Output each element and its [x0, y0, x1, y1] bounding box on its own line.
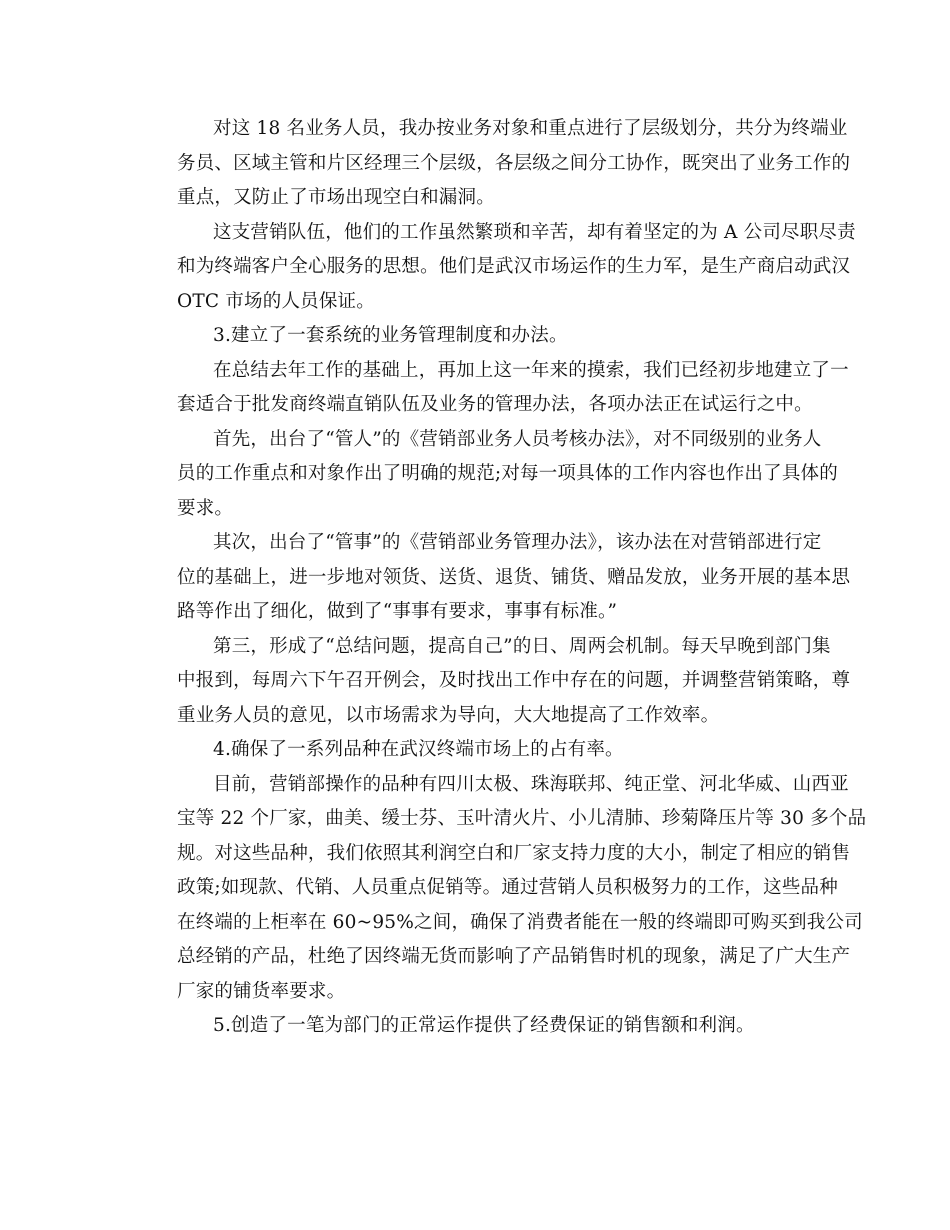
text-line: 中报到，每周六下午召开例会，及时找出工作中存在的问题，并调整营销策略，尊 — [177, 670, 851, 691]
text-line: 宝等 22 个厂家，曲美、缓士芬、玉叶清火片、小儿清肺、珍菊降压片等 30 多个品 — [177, 808, 867, 829]
text-line: 套适合于批发商终端直销队伍及业务的管理办法，各项办法正在试运行之中。 — [177, 394, 813, 415]
text-line: OTC 市场的人员保证。 — [177, 290, 375, 312]
document-body — [140, 112, 867, 1044]
text-line: 务员、区域主管和片区经理三个层级，各层级之间分工协作，既突出了业务工作的 — [177, 152, 851, 174]
text-line: 对这 18 名业务人员，我办按业务对象和重点进行了层级划分，共分为终端业 — [213, 118, 848, 139]
text-line: 路等作出了细化，做到了“事事有要求，事事有标准。” — [177, 601, 618, 622]
paragraph-third-measure — [140, 630, 851, 734]
text-line: 这支营销队伍，他们的工作虽然繁琐和辛苦，却有着坚定的为 A 公司尽职尽责 — [213, 221, 856, 243]
text-line: 其次，出台了“管事”的《营销部业务管理办法》，该办法在对营销部进行定 — [213, 532, 822, 553]
text-line: 和为终端客户全心服务的思想。他们是武汉市场运作的生力军，是生产商启动武汉 — [177, 256, 851, 277]
text-line: 重业务人员的意见，以市场需求为导向，大大地提高了工作效率。 — [177, 704, 720, 726]
text-line: 第三，形成了“总结问题，提高自己”的日、周两会机制。每天早晚到部门集 — [213, 635, 831, 657]
text-line: 要求。 — [177, 497, 234, 519]
text-line: 目前，营销部操作的品种有四川太极、珠海联邦、纯正堂、河北华威、山西亚 — [213, 773, 849, 795]
text-line: 位的基础上，进一步地对领货、送货、退货、铺货、赠品发放，业务开展的基本思 — [177, 566, 851, 588]
paragraph-sales-team — [140, 216, 856, 320]
paragraph-first-measure — [140, 423, 838, 527]
paragraph-second-measure — [140, 526, 851, 630]
text-line: 在总结去年工作的基础上，再加上这一年来的摸索，我们已经初步地建立了一 — [213, 359, 849, 381]
paragraph-management-methods — [140, 354, 849, 423]
text-line: 首先，出台了“管人”的《营销部业务人员考核办法》，对不同级别的业务人 — [213, 428, 822, 450]
text-line: 4.确保了一系列品种在武汉终端市场上的占有率。 — [213, 739, 624, 760]
paragraph-product-coverage — [140, 768, 867, 1010]
text-line: 5.创造了一笔为部门的正常运作提供了经费保证的销售额和利润。 — [213, 1015, 755, 1036]
section-heading-3 — [140, 319, 812, 354]
text-line: 政策;如现款、代销、人员重点促销等。通过营销人员积极努力的工作，这些品种 — [177, 877, 838, 898]
text-line: 总经销的产品，杜绝了因终端无货而影响了产品销售时机的现象，满足了广大生产 — [177, 946, 851, 967]
text-line: 规。对这些品种，我们依照其利润空白和厂家支持力度的大小，制定了相应的销售 — [177, 842, 851, 864]
paragraph-staff-levels — [140, 112, 851, 216]
text-line: 重点，又防止了市场出现空白和漏洞。 — [177, 187, 495, 208]
text-line: 3.建立了一套系统的业务管理制度和办法。 — [213, 325, 568, 346]
section-heading-5 — [140, 1009, 812, 1044]
text-line: 在终端的上柜率在 60~95%之间，确保了消费者能在一般的终端即可购买到我公司 — [177, 911, 863, 933]
text-line: 厂家的铺货率要求。 — [177, 980, 346, 1002]
section-heading-4 — [140, 733, 812, 768]
text-line: 员的工作重点和对象作出了明确的规范;对每一项具体的工作内容也作出了具体的 — [177, 463, 838, 484]
